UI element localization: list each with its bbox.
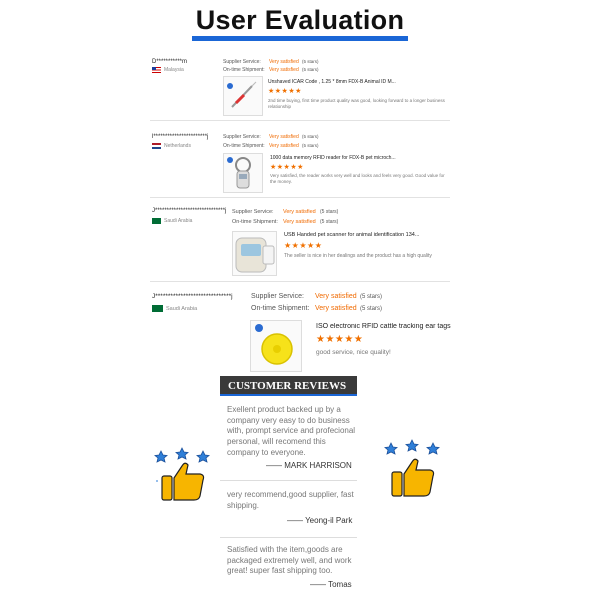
supplier-label: Supplier Service: xyxy=(223,134,261,140)
shipment-stars-text: (5 stars) xyxy=(302,67,319,72)
review-comment: Very satisfied, the reader works very well and looks and feels very good. Good value for the money. xyxy=(270,173,445,185)
testimonial-author: —— Tomas xyxy=(310,580,352,589)
supplier-stars-text: (5 stars) xyxy=(302,59,319,64)
supplier-stars-text: (5 stars) xyxy=(360,294,383,300)
product-thumbnail[interactable] xyxy=(232,231,277,276)
shipment-stars-text: (5 stars) xyxy=(320,219,339,225)
thumbs-up-icon xyxy=(382,438,442,500)
reviewer-name: D***********m xyxy=(152,59,188,65)
product-title[interactable]: 1000 data memory RFID reader for FDX-B pet microch... xyxy=(270,155,396,161)
shipment-rating: Very satisfied xyxy=(283,219,316,225)
shipment-label: On-time Shipment: xyxy=(251,305,310,312)
testimonial-divider xyxy=(220,480,357,481)
reviewer-name: J******************************j xyxy=(152,208,227,214)
supplier-label: Supplier Service: xyxy=(223,59,261,65)
reviewer-country xyxy=(152,67,184,73)
country-label: Malaysia xyxy=(164,67,184,73)
supplier-rating: Very satisfied xyxy=(269,134,299,140)
product-title[interactable]: USB Handed pet scanner for animal identification 134... xyxy=(284,232,420,238)
supplier-rating: Very satisfied xyxy=(315,293,357,300)
reviewer-country xyxy=(152,143,191,149)
supplier-rating: Very satisfied xyxy=(269,59,299,65)
shipment-rating: Very satisfied xyxy=(269,143,299,149)
rating-stars: ★★★★★ xyxy=(316,334,364,345)
ear-tag-image-icon xyxy=(251,321,301,371)
review-comment: 2nd time buying, first time product quality was good, looking forward to a longer business relationship xyxy=(268,98,445,110)
review-divider xyxy=(150,281,450,282)
product-thumbnail[interactable] xyxy=(223,153,263,193)
reviewer-name: l***********************j xyxy=(152,134,209,140)
product-thumbnail[interactable] xyxy=(223,76,263,116)
reviewer-name: J******************************j xyxy=(152,293,233,300)
testimonial-text: Exellent product backed up by a company very easy to do business with, prompt service and profecional personal, will recomend this company to everyone. xyxy=(227,405,356,457)
malaysia-flag-icon xyxy=(152,67,161,73)
page-title: User Evaluation xyxy=(195,5,405,35)
product-title[interactable]: Unshaved ICAR Code , 1.25 * 8mm FDX-B Animal ID M... xyxy=(268,79,396,85)
reviewer-country xyxy=(152,305,197,312)
testimonial-text: Satisfied with the item,goods are packaged extremely well, and work great! super fast shipping too. xyxy=(227,545,352,576)
rating-stars: ★★★★★ xyxy=(284,241,323,250)
supplier-stars-text: (5 stars) xyxy=(302,134,319,139)
netherlands-flag-icon xyxy=(152,143,161,149)
shipment-label: On-time Shipment: xyxy=(223,67,265,73)
testimonial-author: —— Yeong-il Park xyxy=(287,516,353,525)
supplier-label: Supplier Service: xyxy=(232,209,274,215)
customer-reviews-header: CUSTOMER REVIEWS xyxy=(220,376,357,396)
saudi-arabia-flag-icon xyxy=(152,218,161,224)
testimonial-divider xyxy=(220,537,357,538)
review-comment: The seller is nice in her dealings and the product has a high quality xyxy=(284,253,432,259)
syringe-image-icon xyxy=(224,77,262,115)
rating-stars: ★★★★★ xyxy=(268,88,302,95)
supplier-label: Supplier Service: xyxy=(251,293,304,300)
supplier-rating: Very satisfied xyxy=(283,209,316,215)
product-title[interactable]: ISO electronic RFID cattle tracking ear tags xyxy=(316,323,451,330)
rfid-reader-image-icon xyxy=(224,154,262,192)
shipment-label: On-time Shipment: xyxy=(223,143,265,149)
pet-scanner-image-icon xyxy=(233,232,276,275)
testimonial-text: very recommend,good supplier, fast shipping. xyxy=(227,490,354,510)
shipment-stars-text: (5 stars) xyxy=(302,143,319,148)
saudi-arabia-flag-icon xyxy=(152,305,163,312)
country-label: Saudi Arabia xyxy=(166,305,198,312)
shipment-rating: Very satisfied xyxy=(315,305,357,312)
country-label: Netherlands xyxy=(164,143,191,149)
shipment-rating: Very satisfied xyxy=(269,67,299,73)
reviewer-country xyxy=(152,218,192,224)
country-label: Saudi Arabia xyxy=(164,218,193,224)
review-comment: good service, nice quality! xyxy=(316,349,391,356)
supplier-stars-text: (5 stars) xyxy=(320,209,339,215)
shipment-stars-text: (5 stars) xyxy=(360,306,383,312)
thumbs-up-icon xyxy=(152,446,212,506)
testimonial-author: —— MARK HARRISON xyxy=(266,461,352,470)
rating-stars: ★★★★★ xyxy=(270,164,304,171)
review-divider xyxy=(150,120,450,121)
title-underline xyxy=(192,36,408,41)
product-thumbnail[interactable] xyxy=(250,320,302,372)
shipment-label: On-time Shipment: xyxy=(232,219,278,225)
review-divider xyxy=(150,197,450,198)
